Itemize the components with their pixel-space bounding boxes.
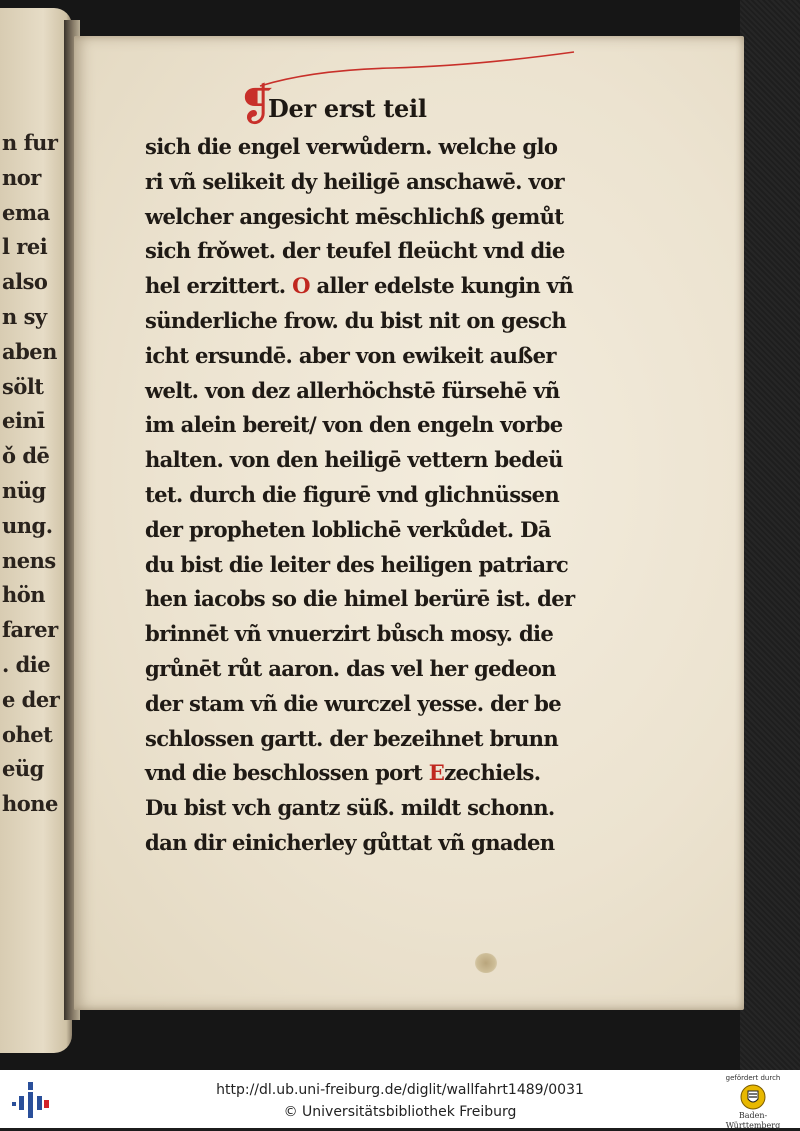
left-page-line: nor bbox=[2, 164, 41, 190]
text-line bbox=[145, 375, 607, 410]
left-page-line: farer bbox=[2, 617, 58, 643]
left-page-line: ung. bbox=[2, 512, 53, 538]
text-segment: sich die engel verwůdern. welche glo bbox=[145, 135, 558, 160]
text-line bbox=[145, 723, 607, 758]
text-line bbox=[145, 618, 607, 653]
text-line bbox=[145, 688, 607, 723]
text-segment: der stam vñ die wurczel yesse. der be bbox=[145, 691, 561, 717]
rubricated-initial: E bbox=[428, 761, 445, 787]
left-page-line: einī bbox=[2, 408, 45, 434]
text-line bbox=[145, 444, 607, 479]
viewer-footer bbox=[0, 1070, 800, 1128]
sponsor-badge bbox=[718, 1074, 788, 1131]
text-segment: der propheten loblichē verkůdet. Dā bbox=[145, 517, 551, 543]
left-page-line: sölt bbox=[2, 373, 44, 399]
text-line bbox=[145, 409, 607, 444]
text-segment: halten. von den heiligē vettern bedeü bbox=[145, 448, 563, 474]
left-page-line: also bbox=[2, 269, 48, 295]
text-line bbox=[145, 166, 607, 201]
left-page-line: ema bbox=[2, 199, 50, 225]
left-page bbox=[0, 8, 72, 1053]
text-segment: tet. durch die figurē vnd glichnüssen bbox=[145, 482, 560, 508]
left-page-text bbox=[2, 126, 59, 822]
text-segment: welcher angesicht mēschlichß gemůt bbox=[145, 204, 564, 230]
copyright-notice: © Universitätsbibliothek Freiburg bbox=[283, 1104, 517, 1120]
text-line bbox=[145, 827, 607, 862]
left-page-line: nüg bbox=[2, 477, 46, 503]
text-line bbox=[145, 549, 607, 584]
text-segment: zechiels. bbox=[444, 761, 541, 787]
text-line bbox=[145, 479, 607, 514]
text-line bbox=[145, 792, 607, 827]
text-line bbox=[145, 583, 607, 618]
text-line bbox=[145, 201, 607, 236]
left-page-line: l rei bbox=[2, 234, 48, 260]
sponsor-caption: gefördert durch bbox=[725, 1074, 781, 1082]
text-segment: schlossen gartt. der bezeihnet brunn bbox=[145, 726, 559, 752]
text-segment: sich frǒwet. der teufel fleücht vnd die bbox=[145, 239, 565, 265]
left-page-line: n sy bbox=[2, 303, 47, 329]
left-page-line: aben bbox=[2, 338, 57, 364]
text-segment: icht ersundē. aber von ewikeit außer bbox=[145, 343, 556, 369]
text-line bbox=[145, 305, 607, 340]
text-segment: dan dir einicherley gůttat vñ gnaden bbox=[145, 830, 555, 856]
text-segment: brinnēt vñ vnuerzirt bůsch mosy. die bbox=[145, 622, 554, 648]
main-text-block bbox=[145, 131, 615, 862]
text-line bbox=[145, 514, 607, 549]
left-page-line: hön bbox=[2, 582, 46, 608]
left-page-line: ohet bbox=[2, 721, 53, 747]
text-segment: im alein bereit/ von den engeln vorbe bbox=[145, 413, 563, 439]
text-segment: du bist die leiter des heiligen patriarc bbox=[145, 552, 569, 578]
left-page-line: e der bbox=[2, 686, 60, 712]
document-url[interactable]: http://dl.ub.uni-freiburg.de/diglit/wallfahrt1489/0031 bbox=[216, 1082, 584, 1098]
left-page-line: ǒ dē bbox=[2, 443, 50, 469]
pilcrow-icon: ❡ bbox=[238, 80, 275, 131]
background-cloth bbox=[740, 0, 800, 1070]
left-page-line: nens bbox=[2, 547, 56, 573]
state-seal-icon bbox=[740, 1084, 766, 1110]
page-heading: Der erst teil bbox=[268, 94, 427, 123]
text-segment: Du bist vch gantz süß. mildt schonn. bbox=[145, 796, 555, 822]
text-segment: hen iacobs so die himel berürē ist. der bbox=[145, 587, 575, 613]
text-segment: sünderliche frow. du bist nit on gesch bbox=[145, 308, 567, 334]
text-segment: grůnēt růt aaron. das vel her gedeon bbox=[145, 656, 556, 682]
text-line bbox=[145, 235, 607, 270]
text-line bbox=[145, 757, 607, 792]
text-line bbox=[145, 653, 607, 688]
sponsor-name: Baden-Württemberg bbox=[725, 1111, 781, 1130]
text-segment: ri vñ selikeit dy heiligē anschawē. vor bbox=[145, 169, 564, 195]
left-page-line: n fur bbox=[2, 130, 58, 155]
left-page-line: hone bbox=[2, 791, 58, 817]
rubricated-initial: O bbox=[292, 274, 310, 300]
text-segment: hel erzittert. bbox=[145, 274, 293, 300]
text-segment: aller edelste kungin vñ bbox=[309, 274, 574, 300]
paper-stain bbox=[475, 953, 497, 973]
text-line bbox=[145, 131, 607, 166]
text-line bbox=[145, 340, 607, 375]
left-page-line: eüg bbox=[2, 756, 44, 782]
text-segment: vnd die beschlossen port bbox=[145, 761, 429, 787]
left-page-line: . die bbox=[2, 651, 51, 677]
text-segment: welt. von dez allerhöchstē fürsehē vñ bbox=[145, 378, 560, 404]
text-line bbox=[145, 270, 607, 305]
rubric-stroke bbox=[252, 48, 582, 88]
